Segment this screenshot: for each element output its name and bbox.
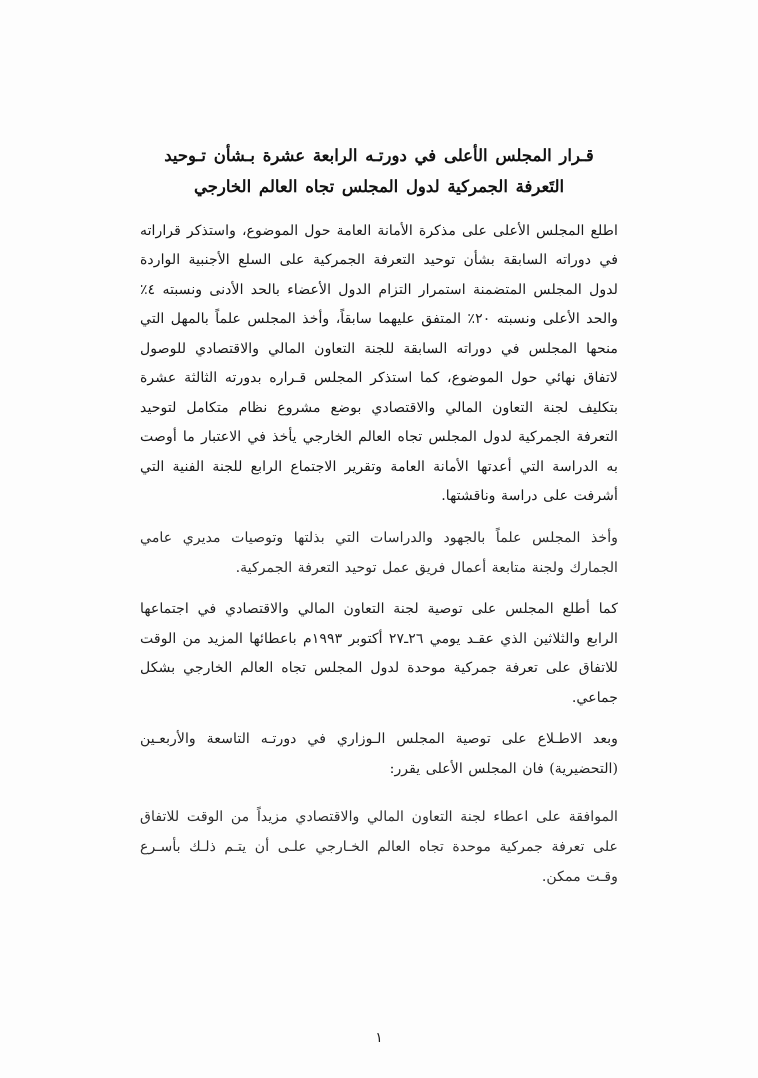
paragraph-3: كما أطلع المجلس على توصية لجنة التعاون المالي والاقتصادي في اجتماعها الرابع والثلاثين الذي عقـد يومي ٢٦ـ٢٧ أكتوبر ١٩٩٣م باعطائها المزيد من الوقت للاتفاق على تعرفة جمركية موحدة لدول المجلس تجاه العالم الخارجي بشكل جماعي. (140, 601, 618, 706)
paragraph-2: وأخذ المجلس علماً بالجهود والدراسات التي بذلتها وتوصيات مديري عامي الجمارك ولجنة متابعة أعمال فريق عمل توحيد التعرفة الجمركية. (140, 530, 618, 576)
paragraph-4: وبعد الاطـلاع على توصية المجلس الـوزاري في دورتـه التاسعة والأربعـين (التحضيرية) فان المجلس الأعلى يقرر: (140, 731, 618, 777)
page-title: قـرار المجلس الأعلى في دورتـه الرابعة عشرة بـشأن تـوحيد التَعرفة الجمركية لدول المجلس تجاه العالم الخارجي (164, 146, 594, 197)
page-number: ١ (375, 1030, 383, 1046)
document-body (140, 140, 618, 903)
paragraph-1: اطلع المجلس الأعلى على مذكرة الأمانة العامة حول الموضوع، واستذكر قراراته في دوراته السابقة بشأن توحيد التعرفة الجمركية على السلع الأجنبية الواردة لدول المجلس المتضمنة استمرار التزام الدول الأعضاء بالحد الأدنى ونسبته ٤٪ والحد الأعلى ونسبته ٢٠٪ المتفق عليهما سابقاً، وأخذ المجلس علماً بالمهل التي منحها المجلس في دوراته السابقة للجنة التعاون المالي والاقتصادي للوصول لاتفاق نهائي حول الموضوع، كما استذكر المجلس قـراره بدورته الثالثة عشرة بتكليف لجنة التعاون المالي والاقتصادي بوضع مشروع نظام متكامل لتوحيد التعرفة الجمركية لدول المجلس تجاه العالم الخارجي يأخذ في الاعتبار ما أوصت به الدراسة التي أعدتها الأمانة العامة وتقرير الاجتماع الرابع للجنة الفنية التي أشرفت على دراسة وناقشتها. (140, 222, 618, 505)
paragraph-5: الموافقة على اعطاء لجنة التعاون المالي والاقتصادي مزيداً من الوقت للاتفاق على تعرفة جمركية موحدة تجاه العالم الخـارجي علـى أن يتـم ذلـك بأسـرع وقـت ممكن. (140, 809, 618, 886)
